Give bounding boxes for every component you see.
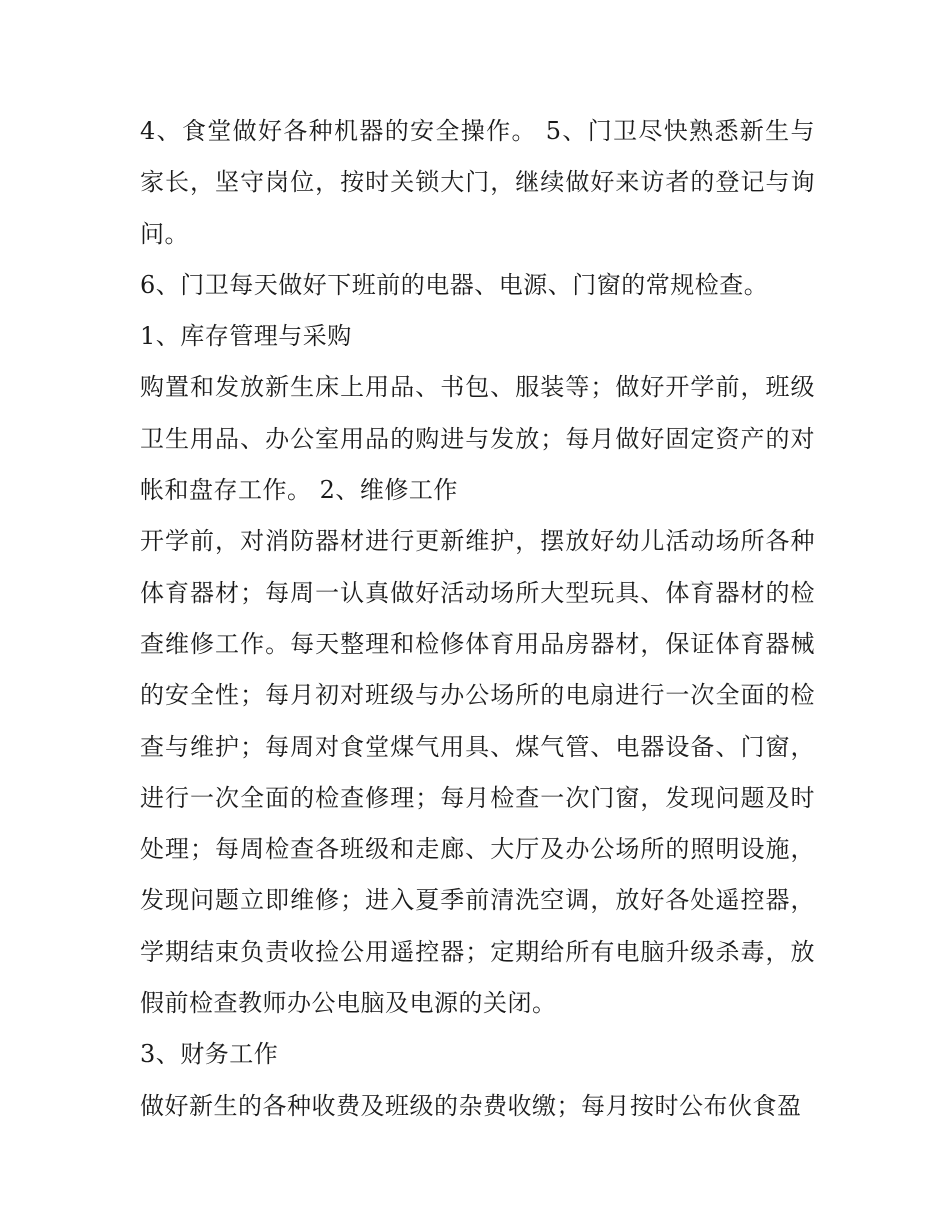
- paragraph-finance-details: 做好新生的各种收费及班级的杂费收缴；每月按时公布伙食盈: [140, 1091, 802, 1120]
- paragraph-maintenance-details: 开学前，对消防器材进行更新维护，摆放好幼儿活动场所各种体育器材；每周一认真做好活动场所大型玩具、体育器材的检查维修工作。每天整理和检修体育用品房器材，保证体育器械的安全性；每月初对班级与办公场所的电扇进行一次全面的检查与维护；每周对食堂煤气用具、煤气管、电器设备、门窗，进行一次全面的检查修理；每月检查一次门窗，发现问题及时处理；每周检查各班级和走廊、大厅及办公场所的照明设施，发现问题立即维修；进入夏季前清洗空调，放好各处遥控器，学期结束负责收捡公用遥控器；定期给所有电脑升级杀毒，放假前检查教师办公电脑及电源的关闭。: [140, 527, 815, 1018]
- paragraph-canteen-gate-duties: 4、食堂做好各种机器的安全操作。 5、门卫尽快熟悉新生与家长，坚守岗位，按时关锁大门，继续做好来访者的登记与询问。: [140, 117, 815, 248]
- paragraph-gate-daily-check: 6、门卫每天做好下班前的电器、电源、门窗的常规检查。: [140, 270, 769, 299]
- document-body: [140, 106, 815, 1132]
- heading-inventory-purchasing: 1、库存管理与采购: [140, 322, 352, 351]
- heading-finance-work: 3、财务工作: [140, 1040, 279, 1069]
- paragraph-inventory-details: 购置和发放新生床上用品、书包、服装等；做好开学前，班级卫生用品、办公室用品的购进与发放；每月做好固定资产的对帐和盘存工作。 2、维修工作: [140, 373, 815, 505]
